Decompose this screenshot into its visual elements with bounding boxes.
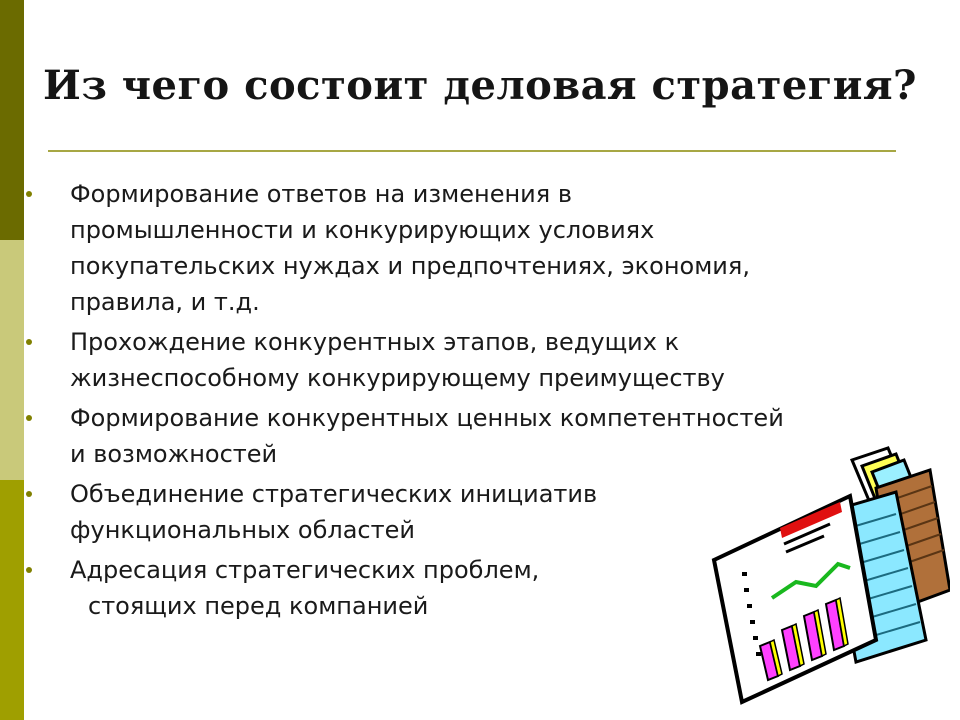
sidebar-stripe-bottom: [0, 480, 24, 720]
bullet-line: функциональных областей: [70, 516, 415, 544]
bullet-line: Объединение стратегических инициатив: [70, 480, 598, 508]
bullet-line: Прохождение конкурентных этапов, ведущих к: [70, 328, 680, 356]
bullet-item: [26, 176, 926, 320]
bullet-dot-icon: [26, 415, 32, 421]
sidebar-stripe-top: [0, 0, 24, 240]
bullet-line: Формирование конкурентных ценных компетентностей: [70, 404, 784, 432]
bullet-line: промышленности и конкурирующих условиях: [70, 216, 655, 244]
bullet-dot-icon: [26, 191, 32, 197]
bullet-line: Формирование ответов на изменения в: [70, 180, 572, 208]
bullet-line: стоящих перед компанией: [88, 592, 429, 620]
report-charts-papers-icon: [700, 440, 950, 710]
sidebar-stripe-middle: [0, 240, 24, 480]
bullet-line: и возможностей: [70, 440, 278, 468]
bullet-dot-icon: [26, 339, 32, 345]
bullet-dot-icon: [26, 567, 32, 573]
bullet-dot-icon: [26, 491, 32, 497]
slide-title: Из чего состоит деловая стратегия?: [43, 62, 917, 109]
bullet-line: покупательских нуждах и предпочтениях, экономия,: [70, 252, 750, 280]
bullet-line: жизнеспособному конкурирующему преимуществу: [70, 364, 725, 392]
bullet-item: [26, 324, 926, 396]
bullet-line: правила, и т.д.: [70, 288, 260, 316]
bullet-line: Адресация стратегических проблем,: [70, 556, 540, 584]
title-divider: [48, 150, 896, 152]
report-paper-icon: [714, 496, 876, 702]
